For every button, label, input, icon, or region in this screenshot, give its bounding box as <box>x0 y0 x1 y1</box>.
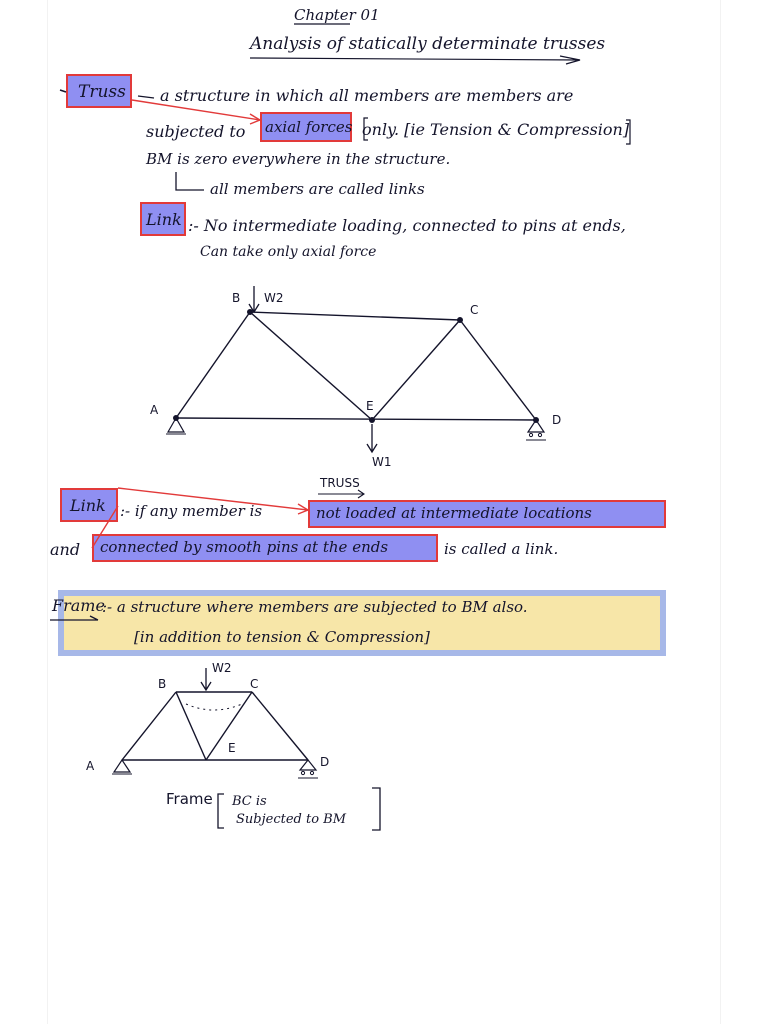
node-label-c: C <box>470 303 479 317</box>
chapter-heading: Chapter 01 <box>294 6 380 24</box>
truss-tag: TRUSS <box>320 476 360 490</box>
truss-definition-line-2-end: only. [ie Tension & Compression] <box>362 120 630 139</box>
truss-term: Truss <box>78 82 126 102</box>
frame-load-label-w2: W2 <box>212 661 232 675</box>
link-term-2: Link <box>70 496 106 515</box>
link-term: Link <box>146 210 182 229</box>
link-definition-line-2: Can take only axial force <box>200 244 377 260</box>
not-loaded-text: not loaded at intermediate locations <box>316 504 592 522</box>
node-label-b: B <box>232 291 241 305</box>
smooth-pins-text: connected by smooth pins at the ends <box>100 538 389 556</box>
link-definition-2-end: is called a link. <box>444 540 559 558</box>
frame-node-label-c: C <box>250 677 259 691</box>
load-label-w2: W2 <box>264 291 284 305</box>
frame-caption-term: Frame <box>166 790 213 808</box>
frame-caption-line-2: Subjected to BM <box>236 812 347 827</box>
frame-diagram <box>86 661 329 778</box>
link-definition-2-and: and <box>50 540 81 559</box>
link-definition-line-1: :- No intermediate loading, connected to pins at ends, <box>188 216 626 235</box>
link-definition-2-line-1: :- if any member is <box>120 502 263 520</box>
bm-zero-text: BM is zero everywhere in the structure. <box>146 150 451 168</box>
load-label-w1: W1 <box>372 455 392 469</box>
frame-definition-line-1: :- a structure where members are subjected to BM also. <box>102 598 528 616</box>
frame-node-label-b: B <box>158 677 167 691</box>
frame-caption-line-1: BC is <box>232 794 267 809</box>
frame-node-label-e: E <box>228 741 236 755</box>
frame-node-label-d: D <box>320 755 330 769</box>
node-label-a: A <box>150 403 159 417</box>
truss-diagram <box>150 286 561 469</box>
page-title: Analysis of statically determinate trusses <box>250 34 606 54</box>
links-note: all members are called links <box>210 180 425 198</box>
node-label-e: E <box>366 399 374 413</box>
node-label-d: D <box>552 413 562 427</box>
truss-definition-line-1: a structure in which all members are members are <box>160 86 574 105</box>
frame-definition-line-2: [in addition to tension & Compression] <box>134 628 430 646</box>
axial-forces-text: axial forces <box>265 118 353 136</box>
frame-node-label-a: A <box>86 759 95 773</box>
truss-definition-line-2-start: subjected to <box>146 122 246 141</box>
frame-term: Frame <box>52 596 105 615</box>
